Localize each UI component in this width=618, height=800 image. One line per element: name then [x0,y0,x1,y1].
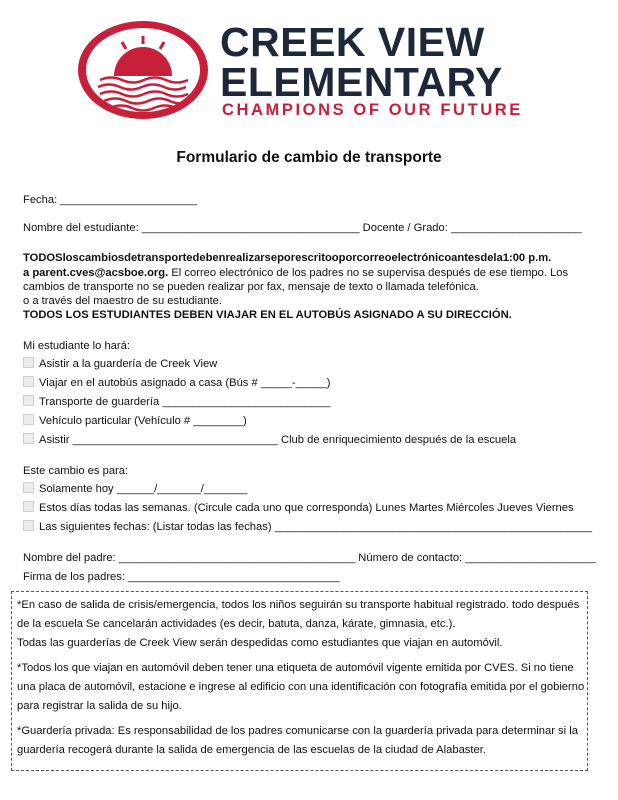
note-line3: Todas las guarderías de Creek View serán despedidas como estudiantes que viajan en automóvil. [17,637,503,649]
checkbox[interactable] [23,395,34,406]
option-daycare[interactable] [23,357,217,371]
option-label: Estos días todas las semanas. (Circule cada uno que corresponda) Lunes Martes Miércoles Jueves Viernes [39,502,574,514]
option-specific-dates[interactable] [23,520,592,534]
note-line2: de la escuela Se cancelarán actividades (es decir, batuta, danza, kárate, gimnasia, etc.). [17,618,456,630]
option-private-vehicle[interactable] [23,414,247,428]
note-line1: *En caso de salida de crisis/emergencia, todos los niños seguirán su transporte habitual registrado. todo después [17,599,580,611]
form-title: Formulario de cambio de transporte [176,149,442,166]
checkbox[interactable] [23,520,34,531]
checkbox[interactable] [23,414,34,425]
option-today-only[interactable] [23,482,247,496]
checkbox[interactable] [23,501,34,512]
note-line4: *Todos los que viajan en automóvil deben tener una etiqueta de automóvil vigente emitida por CVES. Si no tiene [17,662,574,674]
option-label: Viajar en el autobús asignado a casa (Bús # _____-_____) [39,377,331,389]
policy-line1: TODOSloscambiosdetransportedebenrealizarseporescritooporcorreoelectrónicoantesdela1:00 p.m. [23,252,552,264]
checkbox[interactable] [23,376,34,387]
option-bus[interactable] [23,376,331,390]
policy-line5: TODOS LOS ESTUDIANTES DEBEN VIAJAR EN EL AUTOBÚS ASIGNADO A SU DIRECCIÓN. [23,309,512,321]
option-label: Solamente hoy ______/_______/_______ [39,483,248,495]
fecha-field[interactable]: Fecha: ______________________ [23,194,198,206]
option-label: Las siguientes fechas: (Listar todas las fechas) ___________________________________________________ [39,521,593,533]
option-label: Vehículo particular (Vehículo # ________) [39,415,247,427]
checkbox[interactable] [23,482,34,493]
school-tagline: CHAMPIONS OF OUR FUTURE [222,101,523,119]
policy-email: a parent.cves@acsboe.org. [23,267,169,279]
checkbox[interactable] [23,357,34,368]
note-line5: una placa de automóvil, estacione e ingrese al edificio con una identificación con fotografía emitida por el gobierno [17,681,585,693]
option-weekly-days[interactable] [23,501,574,515]
school-name-line2: ELEMENTARY [220,59,503,105]
section1-label: Mi estudiante lo hará: [23,340,130,352]
policy-line4: o a través del maestro de su estudiante. [23,295,223,307]
parent-contact-field[interactable]: Nombre del padre: ______________________________________ Número de contacto: _____________________ [23,552,596,564]
school-name-line1: CREEK VIEW [220,19,485,65]
note-line8: guardería recogerá durante la salida de emergencia de las escuelas de la ciudad de Alabaster. [17,744,486,756]
policy-line2-rest: El correo electrónico de los padres no se supervisa después de ese tiempo. Los [168,267,569,279]
policy-line2 [23,266,568,280]
note-line7: *Guardería privada: Es responsabilidad de los padres comunicarse con la guardería privada para determinar si la [17,725,578,737]
sunrise-waves-icon [74,18,212,122]
option-label: Transporte de guardería ___________________________ [39,396,331,408]
section2-label: Este cambio es para: [23,465,129,477]
student-teacher-field[interactable]: Nombre del estudiante: ___________________________________ Docente / Grado: _____________________ [23,222,582,234]
parent-signature-field[interactable]: Firma de los padres: __________________________________ [23,571,340,583]
checkbox[interactable] [23,433,34,444]
option-enrichment-club[interactable] [23,433,516,447]
option-label: Asistir _________________________________ Club de enriquecimiento después de la escuela [39,434,517,446]
note-line6: para registrar la salida de su hijo. [17,700,182,712]
option-label: Asistir a la guardería de Creek View [39,358,218,370]
policy-line3: cambios de transporte no se pueden realizar por fax, mensaje de texto o llamada telefónica. [23,281,479,293]
option-daycare-transport[interactable] [23,395,330,409]
